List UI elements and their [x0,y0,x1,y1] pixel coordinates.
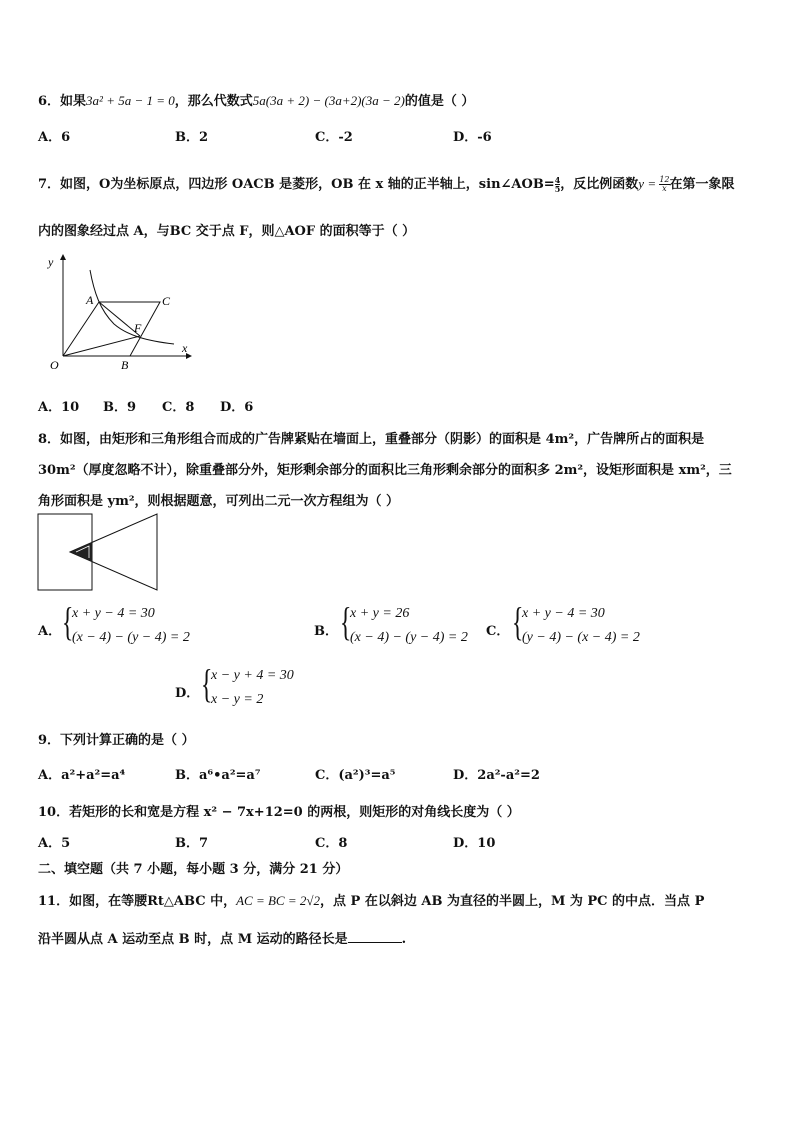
q7-sin-den: 5 [554,184,561,194]
q10-option-b: B．7 [175,836,209,851]
q7-label-x: x [182,341,188,355]
q6-number: 6．如果 [38,94,87,109]
q6-option-c: C．-2 [315,130,353,145]
q7-line1 [38,173,735,193]
q7-func-num: 12 [659,175,670,184]
q9-option-a: A．a²+a²=a⁴ [38,768,126,783]
q7-text-c: 在第一象限 [669,177,735,192]
q7-label-f: F [134,321,142,335]
q8-brace-icon: { [61,599,74,644]
q10-option-d: D．10 [453,836,496,851]
q11-text-a: 11．如图，在等腰Rt△ABC 中， [38,894,237,909]
q6-option-d: D．-6 [453,130,492,145]
q7-figure [44,252,194,372]
q7-text-a: 7．如图，O为坐标原点，四边形 OACB 是菱形，OB 在 x 轴的正半轴上，sin∠AOB= [38,177,555,192]
q8-option-c-eq1: x + y − 4 = 30 [522,606,605,621]
q8-option-a-label: A． [38,624,62,639]
q8-option-b-eq2: (x − 4) − (y − 4) = 2 [350,630,468,645]
q7-option-d: D．6 [220,400,254,415]
q6-option-a: A．6 [38,130,71,145]
q10-option-a: A．5 [38,836,71,851]
section-heading: 二、填空题（共 7 小题，每小题 3 分，满分 21 分） [38,862,349,877]
q11-end: . [401,932,407,947]
q7-line2: 内的图象经过点 A，与BC 交于点 F，则△AOF 的面积等于（ ） [38,224,416,239]
q8-option-a-eq1: x + y − 4 = 30 [72,606,155,621]
q8-line2: 30m²（厚度忽略不计），除重叠部分外，矩形剩余部分的面积比三角形剩余部分的面积多 2m²，设矩形面积是 xm²，三 [38,463,732,478]
q11-equation: AC = BC = 2√2 [236,893,320,908]
q9-option-c: C．(a²)³=a⁵ [315,768,396,783]
q8-option-d-eq2: x − y = 2 [211,692,264,707]
q8-brace-icon: { [511,599,524,644]
q8-figure [36,512,162,592]
q9-option-b: B．a⁶•a²=a⁷ [175,768,261,783]
q6-expression: 5a(3a + 2) − (3a+2)(3a − 2) [252,93,405,108]
q7-label-b: B [121,358,129,372]
q8-option-c-eq2: (y − 4) − (x − 4) = 2 [522,630,640,645]
q11-line2 [38,928,406,947]
q7-label-o: O [50,358,59,372]
q9-option-d: D．2a²-a²=2 [453,768,540,783]
q7-text-b: ，反比例函数 [560,177,639,192]
q7-label-c: C [162,294,171,308]
q7-func-y: y = [638,176,660,191]
q7-func-den: x [662,184,667,193]
q11-text-b: ，点 P 在以斜边 AB 为直径的半圆上，M 为 PC 的中点．当点 P [320,894,705,909]
q7-y-arrow-icon [60,254,66,260]
q8-option-b-eq1: x + y = 26 [350,606,410,621]
q6-mid-text: ，那么代数式 [174,94,253,109]
q7-option-c: C．8 [162,400,195,415]
q10-option-c: C．8 [315,836,348,851]
q8-line3: 角形面积是 ym²，则根据题意，可列出二元一次方程组为（ ） [38,494,400,509]
q11-text-line2: 沿半圆从点 A 运动至点 B 时，点 M 运动的路径长是 [38,932,348,947]
q7-option-a: A．10 [38,400,80,415]
q8-option-d-label: D． [175,686,200,701]
q7-option-b: B．9 [103,400,137,415]
q7-sin-num: 4 [554,175,561,185]
q8-option-c-label: C． [486,624,510,639]
q8-option-a-eq2: (x − 4) − (y − 4) = 2 [72,630,190,645]
q7-label-y: y [48,255,54,269]
q6-tail: 的值是（ ） [404,94,475,109]
q6-stem [38,90,474,109]
q8-option-d-eq1: x − y + 4 = 30 [211,668,294,683]
q8-brace-icon: { [339,599,352,644]
q8-line1: 8．如图，由矩形和三角形组合而成的广告牌紧贴在墙面上，重叠部分（阴影）的面积是 4m²，广告牌所占的面积是 [38,432,705,447]
q11-line1 [38,890,704,909]
q6-condition: 3a² + 5a − 1 = 0 [86,93,175,108]
q7-func-fraction [659,176,669,193]
q9-stem: 9．下列计算正确的是（ ） [38,733,195,748]
q11-answer-blank[interactable] [348,930,402,943]
q8-brace-icon: { [200,661,213,706]
q10-stem: 10．若矩形的长和宽是方程 x² − 7x+12=0 的两根，则矩形的对角线长度为（ ） [38,805,520,820]
q7-label-a: A [86,293,94,307]
q8-option-b-label: B． [314,624,338,639]
q7-rhombus [63,302,160,356]
q6-option-b: B．2 [175,130,209,145]
